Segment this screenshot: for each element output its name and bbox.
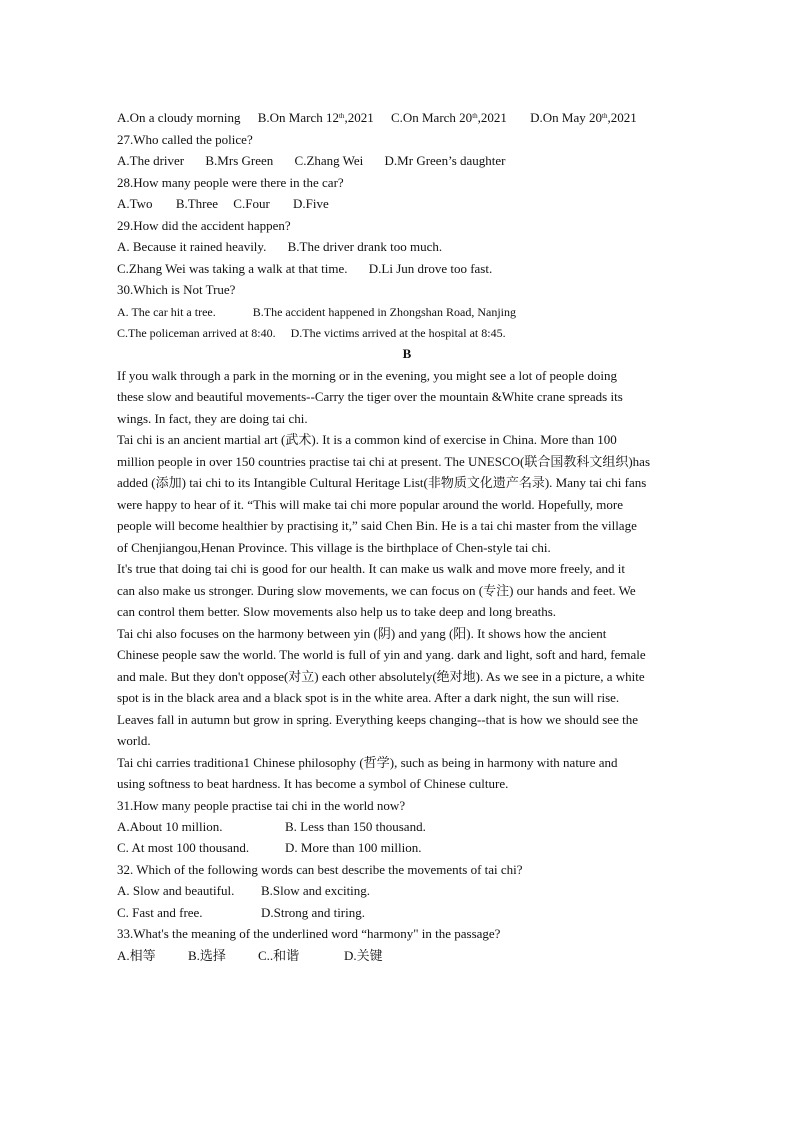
q31-options-row2 xyxy=(117,840,422,856)
q30-option-a: A. The car hit a tree. xyxy=(117,305,216,319)
passage-p4-line: Tai chi also focuses on the harmony between yin (阴) and yang (阳). It shows how the ancient xyxy=(117,626,607,641)
q32-option-b: B.Slow and exciting. xyxy=(261,883,371,898)
passage-p2-line: of Chenjiangou,Henan Province. This village is the birthplace of Chen-style tai chi. xyxy=(117,540,551,555)
q33-option-b: B.选择 xyxy=(188,948,226,963)
q31-option-d: D. More than 100 million. xyxy=(285,840,422,855)
q33-question: 33.What's the meaning of the underlined word “harmony" in the passage? xyxy=(117,926,501,941)
q29-options-row1 xyxy=(117,239,442,255)
passage-p4-line: and male. But they don't oppose(对立) each other absolutely(绝对地). As we see in a picture, a white xyxy=(117,669,645,684)
passage-p5-line: Tai chi carries traditiona1 Chinese philosophy (哲学), such as being in harmony with nature and xyxy=(117,755,618,770)
passage-p4-line: Chinese people saw the world. The world is full of yin and yang. dark and light, soft and hard, female xyxy=(117,647,646,662)
passage-p4-line: spot is in the black area and a black spot is in the white area. After a dark night, the sun will rise. xyxy=(117,690,620,705)
q32-option-d: D.Strong and tiring. xyxy=(261,905,365,920)
q30-options-row1 xyxy=(117,304,516,320)
passage-p1-line: If you walk through a park in the morning or in the evening, you might see a lot of people doing xyxy=(117,368,618,383)
q29-option-c: C.Zhang Wei was taking a walk at that time. xyxy=(117,261,348,276)
q26-option-a: A.On a cloudy morning xyxy=(117,110,241,125)
q28-option-a: A.Two xyxy=(117,196,153,211)
q28-question: 28.How many people were there in the car? xyxy=(117,175,344,190)
passage-p2-line: added (添加) tai chi to its Intangible Cultural Heritage List(非物质文化遗产名录). Many tai chi fans xyxy=(117,475,647,490)
passage-p2-line: Tai chi is an ancient martial art (武术). It is a common kind of exercise in China. More than 100 xyxy=(117,432,617,447)
q31-option-a: A.About 10 million. xyxy=(117,819,223,834)
q31-option-c: C. At most 100 thousand. xyxy=(117,840,250,855)
q30-option-c: C.The policeman arrived at 8:40. xyxy=(117,326,276,340)
q29-option-a: A. Because it rained heavily. xyxy=(117,239,267,254)
q27-question: 27.Who called the police? xyxy=(117,132,253,147)
q28-option-d: D.Five xyxy=(293,196,329,211)
q26-option-c: C.On March 20th,2021 xyxy=(390,110,507,125)
q26-option-b: B.On March 12th,2021 xyxy=(257,110,374,125)
q33-options xyxy=(117,948,383,964)
passage-p2-line: people will become healthier by practising it,” said Chen Bin. He is a tai chi master from the village xyxy=(117,518,637,533)
passage-p4-line: world. xyxy=(117,733,151,748)
q30-options-row2 xyxy=(117,325,506,341)
q30-option-b: B.The accident happened in Zhongshan Road, Nanjing xyxy=(252,305,516,319)
q27-option-d: D.Mr Green’s daughter xyxy=(384,153,506,168)
passage-p2-line: million people in over 150 countries practise tai chi at present. The UNESCO(联合国教科文组织)has xyxy=(117,454,651,469)
q27-options xyxy=(117,153,505,169)
q30-option-d: D.The victims arrived at the hospital at 8:45. xyxy=(290,326,506,340)
q32-option-a: A. Slow and beautiful. xyxy=(117,883,235,898)
passage-p4-line: Leaves fall in autumn but grow in spring. Everything keeps changing--that is how we should see the xyxy=(117,712,638,727)
passage-p3-line: can control them better. Slow movements also help us to take deep and long breaths. xyxy=(117,604,557,619)
q28-option-c: C.Four xyxy=(233,196,270,211)
q31-options-row1 xyxy=(117,819,426,835)
q26-option-d: D.On May 20th,2021 xyxy=(530,110,637,125)
q33-option-c: C..和谐 xyxy=(258,948,300,963)
q29-option-d: D.Li Jun drove too fast. xyxy=(368,261,493,276)
section-b-title: B xyxy=(402,346,412,361)
passage-p5-line: using softness to beat hardness. It has become a symbol of Chinese culture. xyxy=(117,776,509,791)
q27-option-a: A.The driver xyxy=(117,153,185,168)
passage-p3-line: It's true that doing tai chi is good for our health. It can make us walk and move more freely, and it xyxy=(117,561,625,576)
q33-option-d: D.关键 xyxy=(344,948,383,963)
q29-question: 29.How did the accident happen? xyxy=(117,218,291,233)
passage-p3-line: can also make us stronger. During slow movements, we can focus on (专注) our hands and feet. We xyxy=(117,583,636,598)
q27-option-b: B.Mrs Green xyxy=(205,153,274,168)
q33-option-a: A.相等 xyxy=(117,948,156,963)
passage-p2-line: were happy to hear of it. “This will make tai chi more popular around the world. Hopefully, more xyxy=(117,497,624,512)
passage-p1-line: wings. In fact, they are doing tai chi. xyxy=(117,411,308,426)
q28-options xyxy=(117,196,329,212)
q26-options xyxy=(117,110,637,126)
q28-option-b: B.Three xyxy=(175,196,219,211)
q32-options-row1 xyxy=(117,883,370,899)
q32-option-c: C. Fast and free. xyxy=(117,905,203,920)
q30-question: 30.Which is Not True? xyxy=(117,282,236,297)
passage-p1-line: these slow and beautiful movements--Carry the tiger over the mountain &White crane spreads its xyxy=(117,389,623,404)
q31-option-b: B. Less than 150 thousand. xyxy=(285,819,426,834)
q31-question: 31.How many people practise tai chi in the world now? xyxy=(117,798,406,813)
q29-option-b: B.The driver drank too much. xyxy=(287,239,443,254)
q32-options-row2 xyxy=(117,905,365,921)
q29-options-row2 xyxy=(117,261,492,277)
q32-question: 32. Which of the following words can best describe the movements of tai chi? xyxy=(117,862,523,877)
q27-option-c: C.Zhang Wei xyxy=(294,153,364,168)
